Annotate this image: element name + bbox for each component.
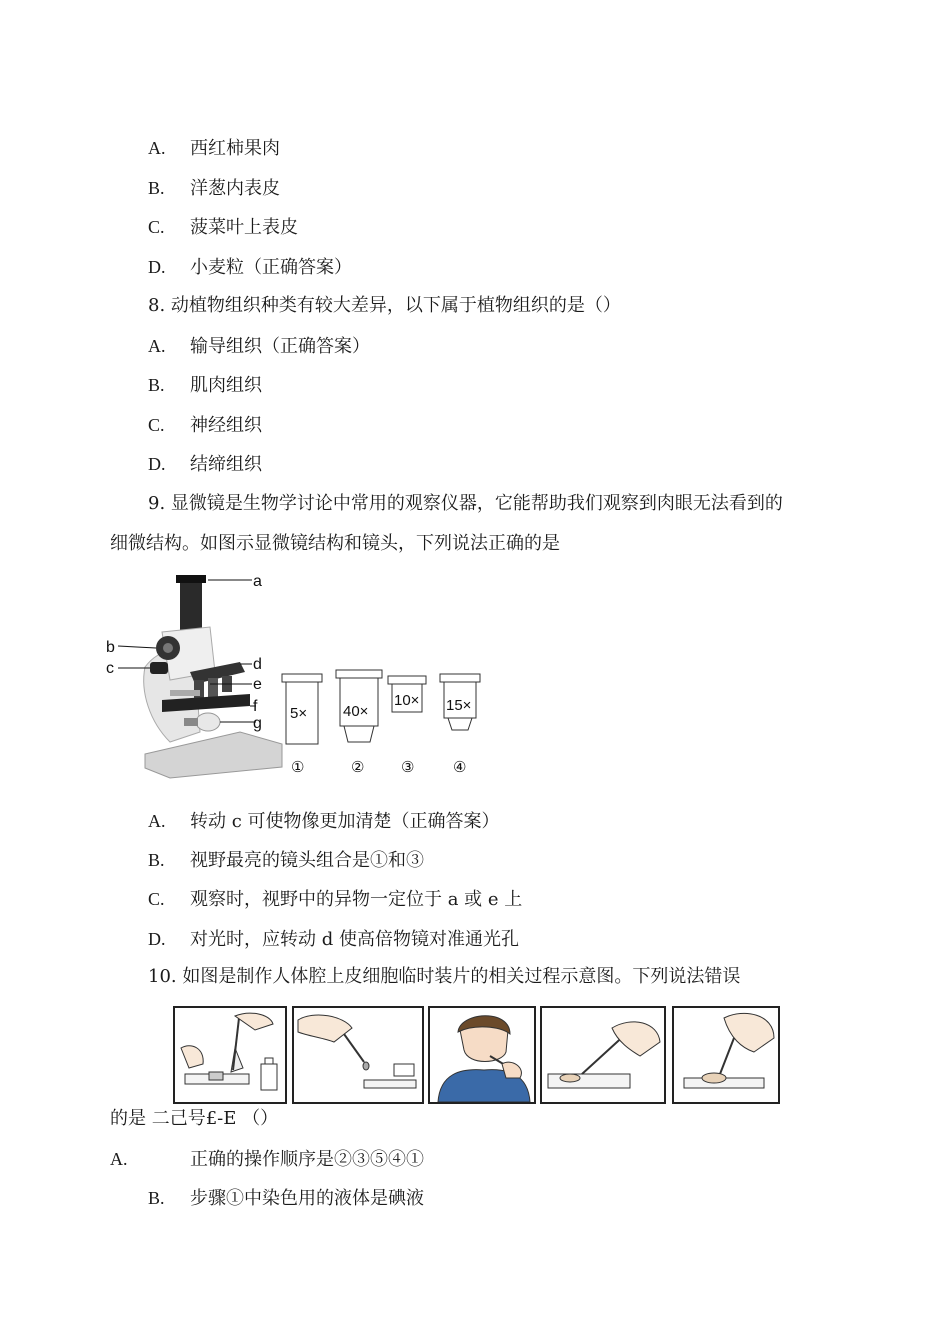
option-letter: D. bbox=[148, 257, 166, 277]
q9-option-b bbox=[148, 849, 424, 872]
lens-3-num: ③ bbox=[401, 759, 415, 776]
q8-stem: 8. 动植物组织种类有较大差异，以下属于植物组织的是（） bbox=[148, 295, 621, 316]
q10-stem-line2: 的是 二己号£-E （） bbox=[110, 1108, 279, 1129]
label-c: c bbox=[106, 660, 114, 677]
label-a: a bbox=[253, 573, 262, 590]
option-letter: C. bbox=[148, 415, 165, 435]
q7-option-d bbox=[148, 256, 352, 279]
option-text: 观察时，视野中的异物一定位于 a 或 e 上 bbox=[190, 889, 523, 910]
step-panel-covering bbox=[672, 1006, 780, 1104]
option-letter: D. bbox=[148, 929, 166, 949]
lens-1 bbox=[282, 674, 322, 776]
q9-stem-line1: 9. 显微镜是生物学讨论中常用的观察仪器，它能帮助我们观察到肉眼无法看到的 bbox=[148, 493, 783, 514]
microscope-figure bbox=[100, 572, 500, 787]
q9-option-d bbox=[148, 928, 519, 951]
lens-2-mark: 40× bbox=[343, 703, 369, 720]
q7-option-b bbox=[148, 177, 280, 200]
option-letter: A. bbox=[148, 336, 166, 356]
option-letter: B. bbox=[148, 178, 165, 198]
option-text: 洋葱内表皮 bbox=[190, 178, 280, 199]
lens-4 bbox=[440, 674, 480, 776]
label-f: f bbox=[253, 698, 258, 715]
option-text: 对光时，应转动 d 使高倍物镜对准通光孔 bbox=[190, 929, 519, 950]
step-panel-staining bbox=[173, 1006, 287, 1104]
option-text: 结缔组织 bbox=[190, 454, 262, 475]
q8-option-c bbox=[148, 414, 262, 437]
option-letter: D. bbox=[148, 454, 166, 474]
q8-option-d bbox=[148, 453, 262, 476]
option-letter: B. bbox=[148, 375, 165, 395]
q8-option-b bbox=[148, 374, 262, 397]
q7-option-c bbox=[148, 216, 298, 239]
label-d: d bbox=[253, 656, 262, 673]
option-letter: C. bbox=[148, 889, 165, 909]
label-g: g bbox=[253, 715, 262, 732]
step-panel-smearing bbox=[540, 1006, 666, 1104]
option-text: 小麦粒（正确答案） bbox=[190, 257, 352, 278]
q9-option-a bbox=[148, 810, 500, 833]
option-letter: A. bbox=[110, 1149, 128, 1169]
option-letter: A. bbox=[148, 811, 166, 831]
option-text: 神经组织 bbox=[190, 415, 262, 436]
option-text: 转动 c 可使物像更加清楚（正确答案） bbox=[190, 811, 500, 832]
option-text: 视野最亮的镜头组合是①和③ bbox=[190, 850, 424, 871]
lens-4-mark: 15× bbox=[446, 697, 472, 714]
option-text: 正确的操作顺序是②③⑤④① bbox=[190, 1149, 424, 1170]
option-text: 肌肉组织 bbox=[190, 375, 262, 396]
q10-option-b bbox=[148, 1187, 424, 1210]
q8-option-a bbox=[148, 335, 370, 358]
label-e: e bbox=[253, 676, 262, 693]
lens-4-num: ④ bbox=[453, 759, 467, 776]
q9-stem-line2: 细微结构。如图示显微镜结构和镜头，下列说法正确的是 bbox=[110, 533, 560, 554]
q10-option-a bbox=[110, 1148, 424, 1171]
option-letter: B. bbox=[148, 850, 165, 870]
option-text: 输导组织（正确答案） bbox=[190, 336, 370, 357]
q7-option-a bbox=[148, 137, 280, 160]
lens-2 bbox=[336, 670, 382, 776]
step-panel-scraping bbox=[428, 1006, 536, 1104]
lens-3 bbox=[388, 676, 426, 776]
q10-stem-line1: 10. 如图是制作人体腔上皮细胞临时装片的相关过程示意图。下列说法错误 bbox=[148, 966, 741, 987]
option-text: 西红柿果肉 bbox=[190, 138, 280, 159]
lens-3-mark: 10× bbox=[394, 692, 420, 709]
option-letter: A. bbox=[148, 138, 166, 158]
option-text: 菠菜叶上表皮 bbox=[190, 217, 298, 238]
option-letter: B. bbox=[148, 1188, 165, 1208]
lens-1-num: ① bbox=[291, 759, 305, 776]
lens-2-num: ② bbox=[351, 759, 365, 776]
label-b: b bbox=[106, 639, 115, 656]
option-text: 步骤①中染色用的液体是碘液 bbox=[190, 1188, 424, 1209]
step-panel-dropping bbox=[292, 1006, 424, 1104]
q9-option-c bbox=[148, 888, 522, 911]
lens-1-mark: 5× bbox=[290, 705, 308, 722]
option-letter: C. bbox=[148, 217, 165, 237]
